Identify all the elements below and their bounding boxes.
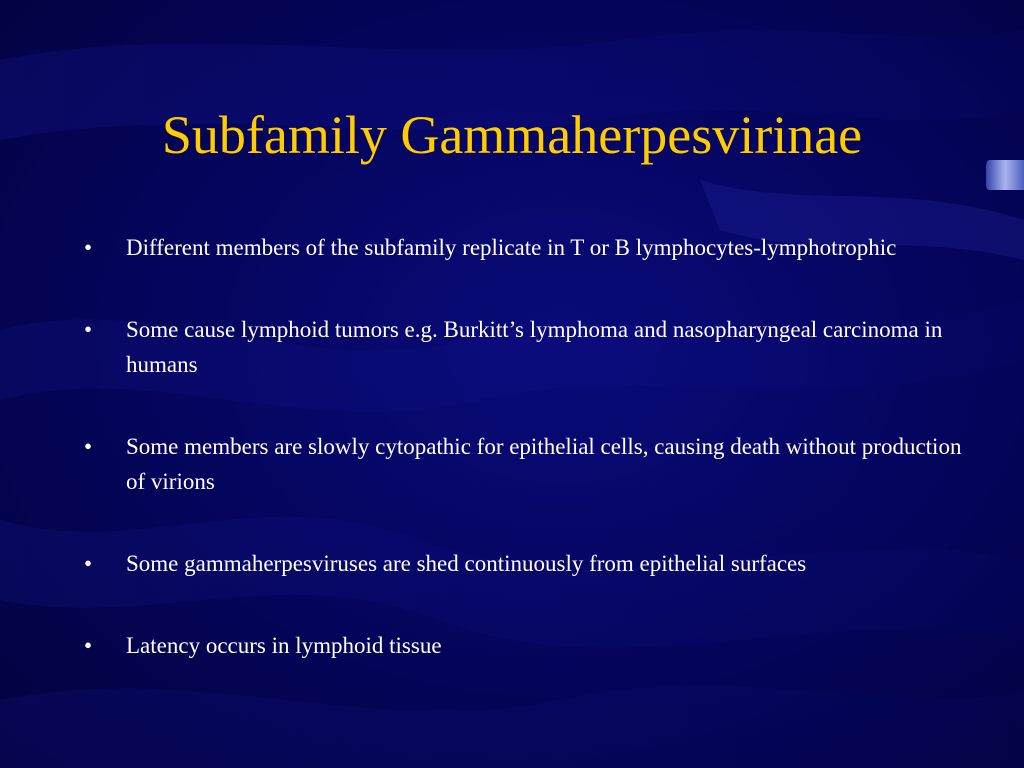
bullet-item xyxy=(84,312,964,382)
bullet-marker: • xyxy=(84,317,93,342)
bullet-text: Latency occurs in lymphoid tissue xyxy=(126,633,442,658)
bullet-marker: • xyxy=(84,434,93,459)
bullet-list xyxy=(84,230,964,663)
bullet-text: Some members are slowly cytopathic for epithelial cells, causing death without production of virions xyxy=(126,434,962,494)
bullet-text: Some gammaherpesviruses are shed continuously from epithelial surfaces xyxy=(126,551,807,576)
bullet-item xyxy=(84,546,964,581)
bullet-item xyxy=(84,429,964,499)
bullet-marker: • xyxy=(84,633,93,658)
bullet-text: Some cause lymphoid tumors e.g. Burkitt’s lymphoma and nasopharyngeal carcinoma in humans xyxy=(126,317,943,377)
bullet-text: Different members of the subfamily replicate in T or B lymphocytes-lymphotrophic xyxy=(126,235,897,260)
bullet-marker: • xyxy=(84,235,93,260)
slide-title: Subfamily Gammaherpesvirinae xyxy=(161,105,863,165)
bullet-item xyxy=(84,628,964,663)
bullet-item xyxy=(84,230,964,265)
bullet-marker: • xyxy=(84,551,93,576)
